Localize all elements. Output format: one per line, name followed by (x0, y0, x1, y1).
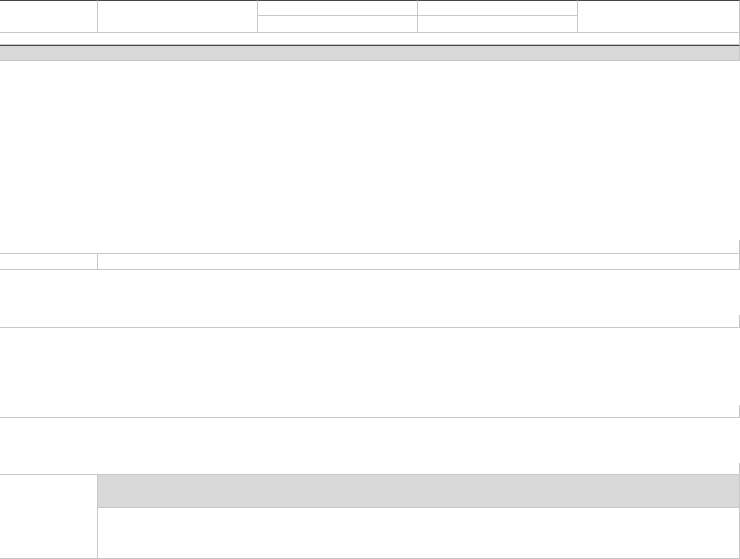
gift-bay-window[interactable] (578, 0, 740, 33)
spacer-row (0, 405, 740, 418)
analysis-title[interactable] (98, 254, 740, 270)
comment-title[interactable] (98, 475, 740, 508)
unit-layout[interactable] (98, 0, 258, 33)
carpet-area-value[interactable] (418, 0, 578, 16)
carpet-area-label[interactable] (418, 16, 578, 33)
spacer-row (0, 315, 740, 328)
spacer-row (0, 463, 740, 475)
indoor-area-label[interactable] (258, 16, 418, 33)
spacer-row (0, 240, 740, 254)
comment-text[interactable] (98, 508, 740, 559)
unit-title[interactable] (0, 0, 98, 33)
empty-cell (0, 475, 98, 559)
spacer-row (0, 33, 740, 45)
indoor-area-value[interactable] (258, 0, 418, 16)
empty-cell (0, 254, 98, 270)
room-net-area-title[interactable] (0, 45, 740, 61)
